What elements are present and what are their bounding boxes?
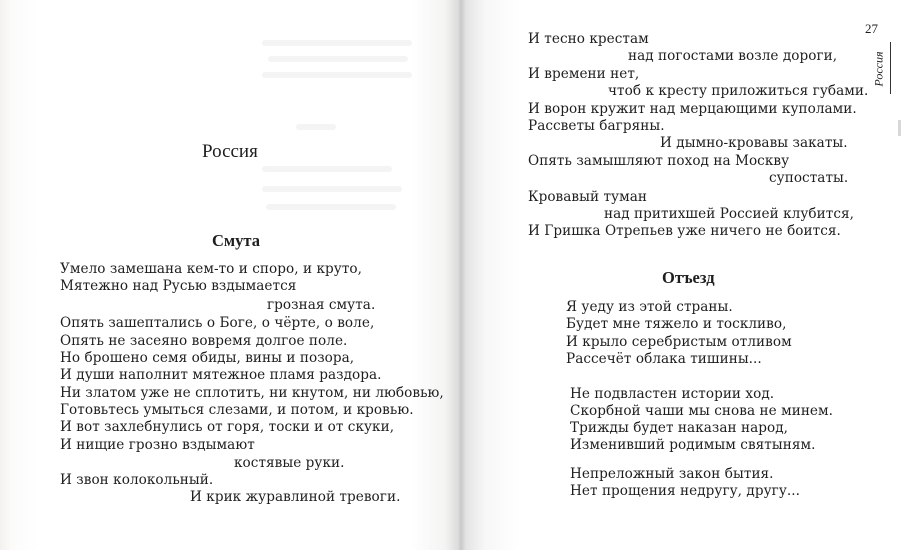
poem-line: Готовьтесь умыться слезами, и потом, и кровью. bbox=[60, 402, 414, 418]
poem-line: Трижды будет наказан народ, bbox=[570, 420, 789, 436]
poem-line: И вот захлебнулись от горя, тоски и от скуки, bbox=[60, 419, 395, 435]
poem-line: И дымно-кровавы закаты. bbox=[660, 135, 848, 151]
poem-line: Кровавый туман bbox=[528, 189, 647, 205]
section-title: Россия bbox=[202, 141, 258, 162]
poem-line: И крик журавлиной тревоги. bbox=[190, 489, 401, 505]
poem-line: Я уеду из этой страны. bbox=[566, 299, 733, 315]
poem-line: Скорбной чаши мы снова не минем. bbox=[570, 403, 834, 419]
poem-line: Непреложный закон бытия. bbox=[570, 466, 774, 482]
poem-line: Рассечёт облака тишины... bbox=[566, 351, 762, 367]
poem-title: Смута bbox=[212, 231, 260, 250]
page-number: 27 bbox=[865, 21, 878, 36]
poem-line: супостаты. bbox=[769, 170, 849, 186]
poem-line: Не подвластен истории ход. bbox=[570, 386, 775, 402]
running-head-label: Россия bbox=[871, 51, 886, 87]
poem-line: Умело замешана кем-то и споро, и круто, bbox=[60, 261, 363, 277]
poem-line: И звон колокольный. bbox=[60, 472, 214, 488]
poem-line: И нищие грозно вздымают bbox=[60, 437, 255, 453]
poem-line: костявые руки. bbox=[234, 455, 345, 471]
poem-line: Мятежно над Русью вздымается bbox=[60, 278, 297, 294]
poem-title: Отъезд bbox=[662, 268, 715, 287]
page-edge-mark bbox=[898, 120, 901, 136]
poem-line: Рассветы багряны. bbox=[528, 118, 665, 134]
running-head-rule bbox=[890, 42, 891, 94]
running-head bbox=[871, 46, 887, 92]
poem-line: Опять зашептались о Боге, о чёрте, о воле, bbox=[60, 315, 375, 331]
poem-line: Будет мне тяжело и тоскливо, bbox=[566, 316, 787, 332]
poem-line: грозная смута. bbox=[267, 297, 376, 313]
poem-line: И души наполнит мятежное пламя раздора. bbox=[60, 367, 382, 383]
poem-line: Опять замышляют поход на Москву bbox=[528, 153, 790, 169]
poem-line: И времени нет, bbox=[528, 66, 640, 82]
poem-line: над притихшей Россией клубится, bbox=[604, 206, 854, 222]
poem-line: И тесно крестам bbox=[528, 31, 649, 47]
poem-line: И ворон кружит над мерцающими куполами. bbox=[528, 101, 857, 117]
poem-line: И крыло серебристым отливом bbox=[566, 334, 792, 350]
poem-line: Нет прощения недругу, другу... bbox=[570, 483, 800, 499]
poem-line: чтоб к кресту приложиться губами. bbox=[608, 83, 869, 99]
poem-line: Ни златом уже не сплотить, ни кнутом, ни любовью, bbox=[60, 385, 444, 401]
right-page bbox=[462, 0, 906, 550]
poem-line: Опять не засеяно вовремя долгое поле. bbox=[60, 333, 348, 349]
poem-line: И Гришка Отрепьев уже ничего не боится. bbox=[528, 223, 841, 239]
poem-line: Но брошено семя обиды, вины и позора, bbox=[60, 350, 355, 366]
poem-line: над погостами возле дороги, bbox=[628, 48, 838, 64]
poem-line: Изменивший родимым святыням. bbox=[570, 437, 816, 453]
